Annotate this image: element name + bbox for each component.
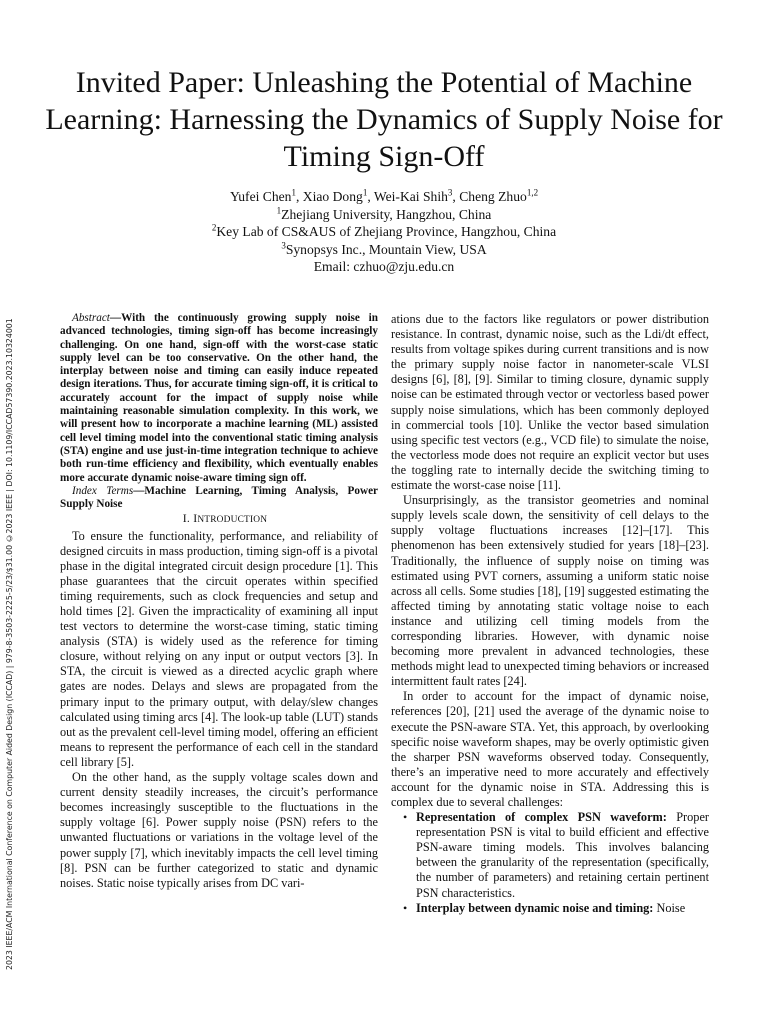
- list-item-heading: Representation of complex PSN waveform:: [416, 810, 667, 825]
- left-column: [60, 312, 378, 891]
- affiliation-sup: 1: [276, 204, 282, 215]
- affiliation-sup: 3: [281, 239, 286, 250]
- list-item: [391, 810, 709, 901]
- author-block: [40, 188, 728, 276]
- body-paragraph: To ensure the functionality, performance, and reliability of designed circuits in mass production, timing sign-off is a pivotal phase in the digital integrated circuit design procedure [1]. This phase guarantees that the circuit operates within specified timing requirements, such as clock frequencies and setup and hold times [2]. Given the impracticality of examining all input test vectors to determine the worst-case timing, static timing analysis (STA) is widely used as the reference for timing closure, without relying on any input or output vectors [3]. In STA, the circuit is viewed as a directed acyclic graph where gates are nodes. Delays and slews are propagated from the primary input to the primary output, with delay/slew changes calculated using timing arcs [4]. The look-up table (LUT) stands out as the prevalent cell-level timing model, offering an efficient means to represent the performance of each cell in the standard cell library [5].: [60, 528, 378, 769]
- bullet-icon: •: [403, 900, 408, 915]
- author-email: Email: czhuo@zju.edu.cn: [313, 259, 455, 274]
- affiliation-text: Synopsys Inc., Mountain View, USA: [285, 241, 487, 257]
- list-item-heading: Interplay between dynamic noise and timing:: [416, 900, 654, 915]
- body-paragraph: ations due to the factors like regulators or power distribution resistance. In contrast, dynamic noise, such as the Ldi/dt effect, results from voltage spikes during current transitions and is now the primary supply noise factor in nanometer-scale VLSI designs [6], [8], [9]. Similar to timing closure, dynamic supply noise can be estimated through vector or vectorless based power supply noise simulations, which has been commonly deployed in commercial tools [10]. Unlike the vector based simulation using specific test vectors (e.g., VCD file) to simulate the noise, the vectorless mode does not require an explicit vector but uses the toggling rate to internally decide the switching timing to estimate the worst-case noise [11].: [391, 312, 709, 493]
- author-name: Wei-Kai Shih: [373, 189, 448, 204]
- affiliation: [40, 241, 728, 259]
- affiliation-text: Key Lab of CS&AUS of Zhejiang Province, Hangzhou, China: [216, 224, 557, 239]
- affiliation: [40, 206, 728, 224]
- section-heading-introduction: [60, 511, 378, 528]
- abstract-label: Abstract: [72, 312, 110, 324]
- author-sup: 1: [291, 187, 296, 198]
- abstract: [60, 312, 378, 485]
- body-paragraph: In order to account for the impact of dynamic noise, references [20], [21] used the average of the dynamic noise to execute the PSN-aware STA. Yet, this approach, by overlooking specific noise waveform shapes, may be overly optimistic given the sharper PSN waveforms observed today. Consequently, there’s an imperative need to more accurately and effectively account for the dynamic noise in STA. Addressing this is complex due to several challenges:: [391, 689, 709, 809]
- author-sup: 3: [447, 187, 453, 198]
- body-paragraph: On the other hand, as the supply voltage scales down and current density steadily increases, the circuit’s performance becomes increasingly susceptible to the fluctuations in the supply voltage [6]. Power supply noise (PSN) refers to the unwanted fluctuations or variations in the voltage level of the power supply [7], which inevitably impacts the cell level timing [8]. PSN can be further categorized to static and dynamic noises. Static noise typically arises from DC vari-: [60, 770, 378, 890]
- body-paragraph: Unsurprisingly, as the transistor geometries and nominal supply levels scale down, the sensitivity of cell delays to the supply voltage fluctuations increases [12]–[17]. This phenomenon has been extensively studied for years [18]–[23]. Traditionally, the influence of supply noise on timing was estimated using PVT corners, assuming a uniform static noise across all cells. Some studies [18], [19] suggested estimating the affected timing by annotating static voltage noise to each instance and utilizing cell timing models from the corresponding libraries. However, with dynamic noise becoming more prevalent in advanced technologies, these methods might lead to unexpected timing behaviors or increased intermittent fault rates [24].: [391, 493, 709, 689]
- affiliation-sup: 2: [211, 222, 217, 233]
- abstract-text: —With the continuously growing supply noise in advanced technologies, timing sign-off has become increasingly challenging. On one hand, sign-off with the worst-case static supply level can be too conservative. On the other hand, the interplay between noise and timing can easily induce repeated design iterations. Thus, for accurate timing sign-off, it is critical to accurately account for the impact of supply noise while maintaining reasonable simulation complexity. In this work, we will present how to incorporate a machine learning (ML) assisted cell level timing model into the conventional static timing analysis (STA) engine and use just-in-time integration technique to achieve both run-time efficiency and flexibility, which eventually enables more accurate dynamic noise-aware timing sign off.: [60, 312, 378, 484]
- author-name: Cheng Zhuo: [459, 189, 527, 204]
- section-title-caps: NTRODUCTION: [197, 515, 268, 526]
- index-terms-text: —Machine Learning, Timing Analysis, Power Supply Noise: [60, 484, 378, 511]
- author-sup: 1: [362, 187, 368, 198]
- list-item: [391, 901, 709, 916]
- affiliation: [40, 223, 728, 241]
- section-numeral: I. I: [182, 511, 198, 526]
- author-names: Yufei Chen$^1$, Xiao Dong$^1$, Wei-Kai Shih$^3$, Cheng Zhuo$^{1,2}$: [229, 187, 539, 204]
- author-sup: 1,2: [526, 187, 539, 198]
- affiliation-text: Zhejiang University, Hangzhou, China: [281, 206, 492, 222]
- author-name: Yufei Chen: [229, 189, 292, 204]
- author-name: Xiao Dong: [302, 189, 363, 204]
- bullet-icon: •: [403, 810, 408, 825]
- challenge-list: [391, 810, 709, 916]
- sidebar-doi-text: 2023 IEEE/ACM International Conference on Computer Aided Design (ICCAD) | 979-8-3503-2225-5/23/$31.00 ©2023 IEEE | DOI: 10.1109/ICCAD57390.2023.10324001: [5, 318, 14, 970]
- index-terms-label: Index Terms: [72, 484, 134, 497]
- list-item-text: Noise: [653, 900, 686, 915]
- paper-title: Invited Paper: Unleashing the Potential of Machine Learning: Harnessing the Dynamics of Supply Noise for Timing Sign-Off: [45, 66, 723, 173]
- index-terms: [60, 485, 378, 512]
- right-column: [391, 312, 709, 916]
- list-item-text: Proper representation PSN is vital to build efficient and effective PSN-aware timing models. This involves balancing between the granularity of the representation (specifically, the number of parameters) and retaining certain pertinent PSN characteristics.: [416, 810, 710, 900]
